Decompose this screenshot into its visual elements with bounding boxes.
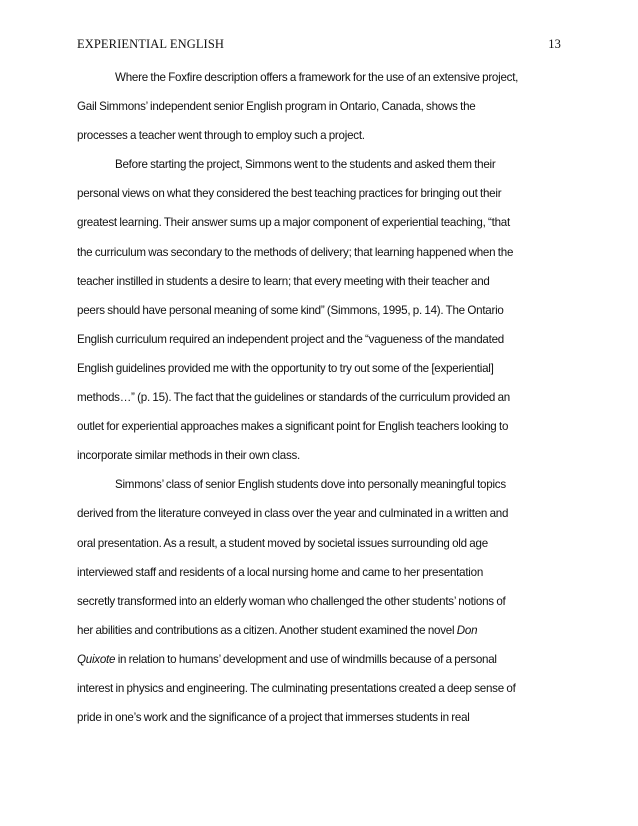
paragraph-line: greatest learning. Their answer sums up a major component of experiential teaching, “that xyxy=(77,216,510,230)
page-header xyxy=(77,37,561,55)
paragraph-line: methods…” (p. 15). The fact that the guidelines or standards of the curriculum provided an xyxy=(77,391,510,405)
paragraph-line: teacher instilled in students a desire to learn; that every meeting with their teacher and xyxy=(77,274,490,288)
paragraph-line xyxy=(77,622,563,651)
body-text xyxy=(77,69,563,738)
book-title-italic: Don xyxy=(456,623,478,637)
paragraph-line: Gail Simmons’ independent senior English program in Ontario, Canada, shows the xyxy=(77,100,476,114)
paragraph-line: secretly transformed into an elderly woman who challenged the other students’ notions of xyxy=(77,594,506,608)
paragraph-line: incorporate similar methods in their own class. xyxy=(77,449,301,463)
line-text: in relation to humans’ development and use of windmills because of a personal xyxy=(115,652,497,666)
paragraph-line: pride in one’s work and the significance of a project that immerses students in real xyxy=(77,711,470,725)
paragraph-line: oral presentation. As a result, a student moved by societal issues surrounding old age xyxy=(77,536,488,550)
paragraph-line: Simmons’ class of senior English students dove into personally meaningful topics xyxy=(115,478,506,492)
paragraph-line: the curriculum was secondary to the methods of delivery; that learning happened when the xyxy=(77,245,514,259)
book-title-italic: Quixote xyxy=(77,652,116,666)
page-number: 13 xyxy=(548,37,561,51)
line-text: her abilities and contributions as a citizen. Another student examined the novel xyxy=(77,623,457,637)
running-head: EXPERIENTIAL ENGLISH xyxy=(77,37,225,51)
paragraph-line: processes a teacher went through to employ such a project. xyxy=(77,129,365,143)
paragraph-line: peers should have personal meaning of some kind” (Simmons, 1995, p. 14). The Ontario xyxy=(77,303,504,317)
paragraph-line xyxy=(77,651,563,680)
paragraph-line: Where the Foxfire description offers a framework for the use of an extensive project, xyxy=(115,71,519,84)
paragraph-line: personal views on what they considered the best teaching practices for bringing out their xyxy=(77,187,502,201)
paragraph-line: interviewed staff and residents of a local nursing home and came to her presentation xyxy=(77,565,484,579)
paragraph-line: outlet for experiential approaches makes a significant point for English teachers looking to xyxy=(77,420,509,434)
paragraph-line: English curriculum required an independent project and the “vagueness of the mandated xyxy=(77,332,504,346)
paragraph-line: interest in physics and engineering. The culminating presentations created a deep sense of xyxy=(77,681,516,695)
paragraph-line: Before starting the project, Simmons went to the students and asked them their xyxy=(115,158,496,172)
paragraph-line: derived from the literature conveyed in class over the year and culminated in a written and xyxy=(77,507,509,521)
paragraph-line: English guidelines provided me with the opportunity to try out some of the [experiential] xyxy=(77,361,494,375)
